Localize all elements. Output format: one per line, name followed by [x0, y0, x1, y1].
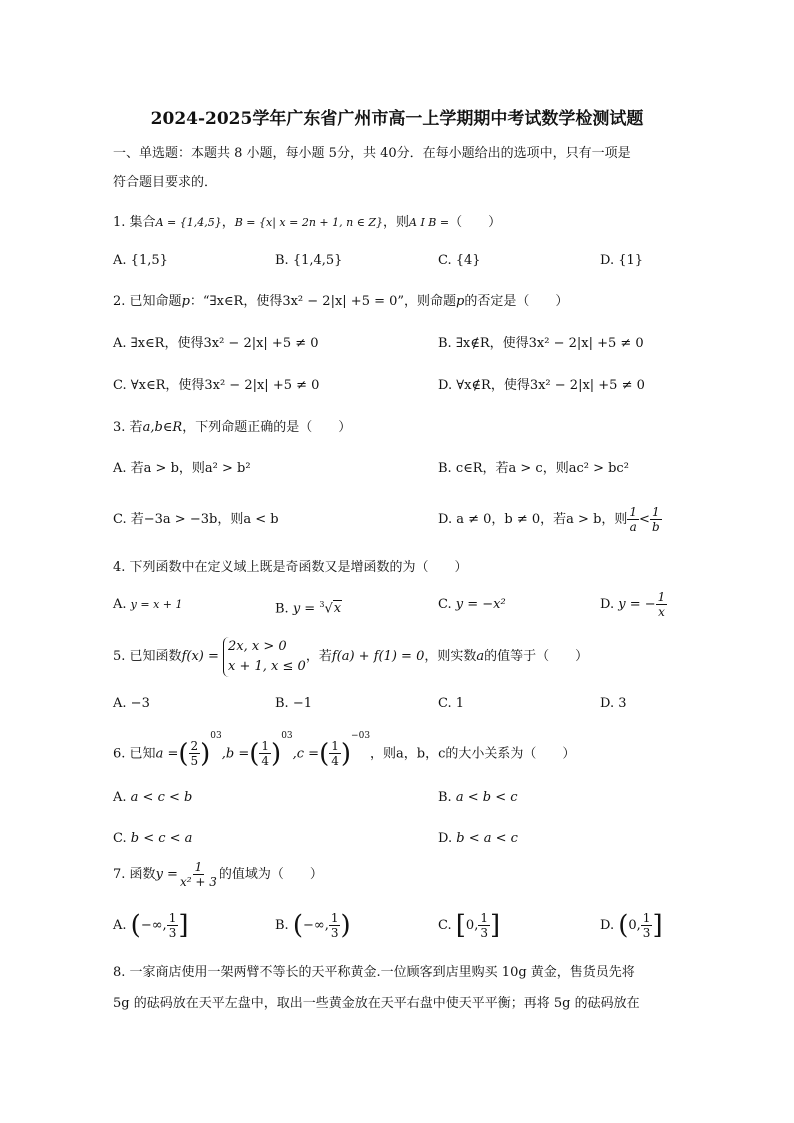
- question-7-option-c[interactable]: C. [0, $\frac{1}{3}$ ]: [438, 910, 501, 941]
- fraction: $\frac{1}{3}$: [330, 911, 339, 940]
- question-number: 8.: [113, 965, 126, 980]
- question-4-option-b[interactable]: B. y = $^3$√x: [275, 600, 342, 617]
- question-7-option-b[interactable]: B. (−∞, $\frac{1}{3}$ ): [275, 910, 351, 941]
- question-6-stem: 6. 已知a =( $\frac{2}{5}$ )$^{03}$,b =( $\frac{1}{4}$ )$^{03}$,c =( $\frac{1}{4}$ )$^{-03}$，则a，b，c的大小关系为（ ）: [113, 731, 576, 769]
- question-number: 6.: [113, 746, 126, 762]
- question-4-stem: 4. 下列函数中在定义域上既是奇函数又是增函数的为（ ）: [113, 560, 468, 575]
- question-8-line1: 8. 一家商店使用一架两臂不等长的天平称黄金.一位顾客到店里购买 10g 黄金，售货员先将: [113, 965, 635, 980]
- question-2-option-d[interactable]: D. ∀x∉R，使得3x² − 2|x| +5 ≠ 0: [438, 378, 645, 393]
- question-5-stem: 5. 已知函数f(x) = 2x, x > 0 x + 1, x ≤ 0 ，若f(a) + f(1) = 0，则实数a的值等于（ ）: [113, 635, 588, 679]
- question-4-option-c[interactable]: C. y = −x²: [438, 597, 506, 612]
- question-number: 3.: [113, 420, 126, 435]
- question-3-option-d[interactable]: D. a ≠ 0，b ≠ 0，若a > b，则 $\frac{1}{a}$ < $\frac{1}{b}$: [438, 505, 660, 534]
- question-2-option-a[interactable]: A. ∃x∈R，使得3x² − 2|x| +5 ≠ 0: [113, 336, 319, 351]
- question-number: 2.: [113, 294, 126, 309]
- question-8-line2: 5g 的砝码放在天平左盘中，取出一些黄金放在天平右盘中使天平平衡；再将 5g 的砝码放在: [113, 996, 640, 1011]
- question-2-option-c[interactable]: C. ∀x∈R，使得3x² − 2|x| +5 ≠ 0: [113, 378, 320, 393]
- question-5-option-c[interactable]: C. 1: [438, 696, 465, 711]
- piecewise-brace: 2x, x > 0 x + 1, x ≤ 0: [223, 637, 306, 677]
- question-number: 4.: [113, 560, 126, 575]
- question-1-stem: 1. 集合A = {1,4,5}，B = {x| x = 2n + 1, n ∈ Z}，则A I B =（ ）: [113, 215, 502, 230]
- question-7-option-a[interactable]: A. (−∞, $\frac{1}{3}$ ]: [113, 910, 189, 941]
- question-number: 5.: [113, 649, 126, 664]
- fraction: $\frac{1}{3}$: [168, 911, 177, 940]
- question-5-option-b[interactable]: B. −1: [275, 696, 312, 711]
- fraction: $\frac{1}{3}$: [480, 911, 488, 940]
- question-1-option-d[interactable]: D. {1}: [600, 253, 644, 268]
- question-1-option-b[interactable]: B. {1,4,5}: [275, 253, 343, 268]
- question-4-option-a[interactable]: A. y = x + 1: [113, 597, 183, 612]
- question-1-option-a[interactable]: A. {1,5}: [113, 253, 168, 268]
- question-7-stem: 7. 函数y = $\frac{1}{\text{x² + 3}}$ 的值域为（ ）: [113, 860, 323, 889]
- fraction: $\frac{1}{b}$: [651, 505, 660, 534]
- question-3-option-b[interactable]: B. c∈R，若a > c，则ac² > bc²: [438, 461, 629, 476]
- question-7-option-d[interactable]: D. (0, $\frac{1}{3}$ ]: [600, 910, 663, 941]
- fraction: $\frac{2}{5}$: [190, 739, 199, 769]
- question-2-stem: 2. 已知命题p：“∃x∈R，使得3x² − 2|x| +5 = 0”，则命题p的否定是（ ）: [113, 294, 569, 309]
- question-6-option-c[interactable]: C. b < c < a: [113, 831, 193, 846]
- section-heading-line1: 一、单选题：本题共 8 小题，每小题 5分，共 40分．在每小题给出的选项中，只有一项是: [113, 146, 631, 161]
- question-6-option-b[interactable]: B. a < b < c: [438, 790, 518, 805]
- question-4-option-d[interactable]: D. y = − $\frac{1}{x}$: [600, 590, 666, 619]
- question-3-stem: 3. 若a,b∈R，下列命题正确的是（ ）: [113, 420, 352, 435]
- question-6-option-a[interactable]: A. a < c < b: [113, 790, 193, 805]
- page-title: 2024-2025学年广东省广州市高一上学期期中考试数学检测试题: [150, 109, 644, 129]
- fraction: $\frac{1}{\text{x² + 3}}$: [179, 860, 217, 889]
- fraction: $\frac{1}{4}$: [261, 739, 270, 769]
- question-5-option-a[interactable]: A. −3: [113, 696, 150, 711]
- question-3-option-c[interactable]: C. 若−3a > −3b，则a < b: [113, 512, 279, 527]
- fraction: $\frac{1}{3}$: [642, 911, 651, 940]
- question-number: 1.: [113, 215, 126, 230]
- question-5-option-d[interactable]: D. 3: [600, 696, 627, 711]
- question-3-option-a[interactable]: A. 若a > b，则a² > b²: [113, 461, 251, 476]
- question-number: 7.: [113, 867, 126, 882]
- question-1-option-c[interactable]: C. {4}: [438, 253, 481, 268]
- question-2-option-b[interactable]: B. ∃x∉R，使得3x² − 2|x| +5 ≠ 0: [438, 336, 644, 351]
- fraction: $\frac{1}{a}$: [629, 505, 638, 534]
- question-6-option-d[interactable]: D. b < a < c: [438, 831, 518, 846]
- section-heading-line2: 符合题目要求的．: [113, 175, 218, 190]
- fraction: $\frac{1}{x}$: [657, 590, 666, 619]
- fraction: $\frac{1}{4}$: [331, 739, 339, 769]
